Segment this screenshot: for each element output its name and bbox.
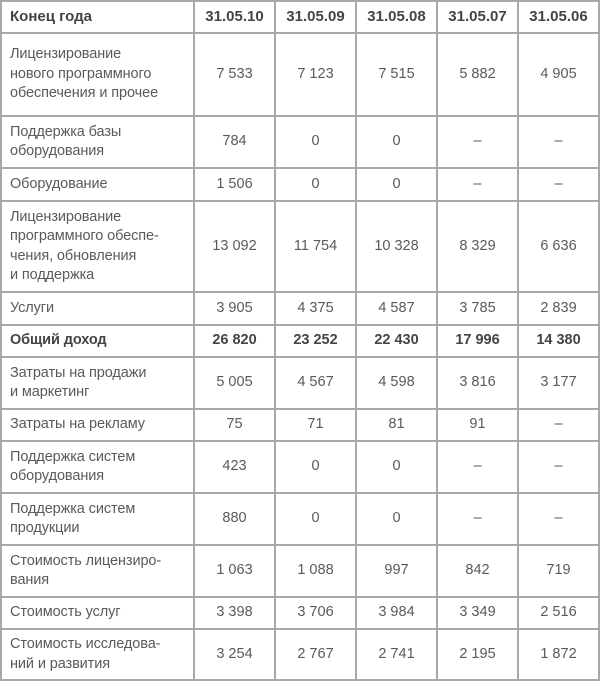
header-year: 31.05.06: [518, 1, 599, 33]
cell-value: 1 872: [518, 629, 599, 680]
row-label: Лицензирование нового программного обеспечения и прочее: [1, 33, 194, 116]
cell-value: 4 587: [356, 292, 437, 325]
cell-value: –: [437, 168, 518, 201]
cell-value: –: [518, 493, 599, 545]
cell-value: 3 905: [194, 292, 275, 325]
cell-value: 2 767: [275, 629, 356, 680]
cell-value: 7 533: [194, 33, 275, 116]
cell-value: 14 380: [518, 325, 599, 357]
cell-value: 842: [437, 545, 518, 597]
row-label: Общий доход: [1, 325, 194, 357]
table-row: [1, 493, 599, 545]
cell-value: 4 598: [356, 357, 437, 409]
cell-value: 5 005: [194, 357, 275, 409]
cell-value: 3 398: [194, 597, 275, 629]
cell-value: 71: [275, 409, 356, 441]
header-year: 31.05.09: [275, 1, 356, 33]
cell-value: 1 088: [275, 545, 356, 597]
row-label: Поддержка систем оборудования: [1, 441, 194, 493]
row-label: Затраты на рекламу: [1, 409, 194, 441]
cell-value: 0: [356, 116, 437, 168]
cell-value: 4 375: [275, 292, 356, 325]
cell-value: 22 430: [356, 325, 437, 357]
cell-value: 784: [194, 116, 275, 168]
cell-value: 3 706: [275, 597, 356, 629]
header-year: 31.05.08: [356, 1, 437, 33]
cell-value: 2 741: [356, 629, 437, 680]
cell-value: 91: [437, 409, 518, 441]
cell-value: 997: [356, 545, 437, 597]
cell-value: 6 636: [518, 201, 599, 292]
table-row: [1, 441, 599, 493]
cell-value: 81: [356, 409, 437, 441]
cell-value: 5 882: [437, 33, 518, 116]
cell-value: 719: [518, 545, 599, 597]
table-row: [1, 357, 599, 409]
cell-value: 4 905: [518, 33, 599, 116]
cell-value: 11 754: [275, 201, 356, 292]
cell-value: –: [518, 116, 599, 168]
cell-value: 0: [275, 116, 356, 168]
cell-value: –: [437, 116, 518, 168]
table-row: [1, 116, 599, 168]
row-label: Услуги: [1, 292, 194, 325]
cell-value: 0: [356, 168, 437, 201]
header-year: 31.05.07: [437, 1, 518, 33]
cell-value: –: [518, 441, 599, 493]
row-label: Лицензирование программного обеспе- чения, обновления и поддержка: [1, 201, 194, 292]
cell-value: 3 816: [437, 357, 518, 409]
cell-value: 3 177: [518, 357, 599, 409]
row-label: Стоимость лицензиро- вания: [1, 545, 194, 597]
table-row: [1, 325, 599, 357]
cell-value: –: [518, 168, 599, 201]
row-label: Стоимость исследова- ний и развития: [1, 629, 194, 680]
cell-value: 4 567: [275, 357, 356, 409]
header-label: Конец года: [1, 1, 194, 33]
cell-value: 423: [194, 441, 275, 493]
cell-value: –: [437, 441, 518, 493]
cell-value: 10 328: [356, 201, 437, 292]
table-row: [1, 201, 599, 292]
header-row: [1, 1, 599, 33]
row-label: Поддержка базы оборудования: [1, 116, 194, 168]
cell-value: 880: [194, 493, 275, 545]
cell-value: 23 252: [275, 325, 356, 357]
cell-value: –: [437, 493, 518, 545]
cell-value: 3 984: [356, 597, 437, 629]
cell-value: 75: [194, 409, 275, 441]
cell-value: 1 063: [194, 545, 275, 597]
table-row: [1, 292, 599, 325]
cell-value: 2 516: [518, 597, 599, 629]
row-label: Оборудование: [1, 168, 194, 201]
header-year: 31.05.10: [194, 1, 275, 33]
cell-value: 0: [356, 493, 437, 545]
cell-value: 0: [275, 493, 356, 545]
cell-value: 7 123: [275, 33, 356, 116]
cell-value: 3 785: [437, 292, 518, 325]
cell-value: 17 996: [437, 325, 518, 357]
cell-value: 2 839: [518, 292, 599, 325]
cell-value: 0: [275, 168, 356, 201]
cell-value: 3 254: [194, 629, 275, 680]
cell-value: 3 349: [437, 597, 518, 629]
cell-value: 0: [356, 441, 437, 493]
table-row: [1, 33, 599, 116]
cell-value: 2 195: [437, 629, 518, 680]
table-row: [1, 629, 599, 680]
table-row: [1, 545, 599, 597]
cell-value: –: [518, 409, 599, 441]
cell-value: 0: [275, 441, 356, 493]
table-row: [1, 409, 599, 441]
cell-value: 26 820: [194, 325, 275, 357]
cell-value: 8 329: [437, 201, 518, 292]
row-label: Затраты на продажи и маркетинг: [1, 357, 194, 409]
row-label: Поддержка систем продукции: [1, 493, 194, 545]
table-row: [1, 597, 599, 629]
cell-value: 13 092: [194, 201, 275, 292]
table-row: [1, 168, 599, 201]
row-label: Стоимость услуг: [1, 597, 194, 629]
cell-value: 1 506: [194, 168, 275, 201]
cell-value: 7 515: [356, 33, 437, 116]
